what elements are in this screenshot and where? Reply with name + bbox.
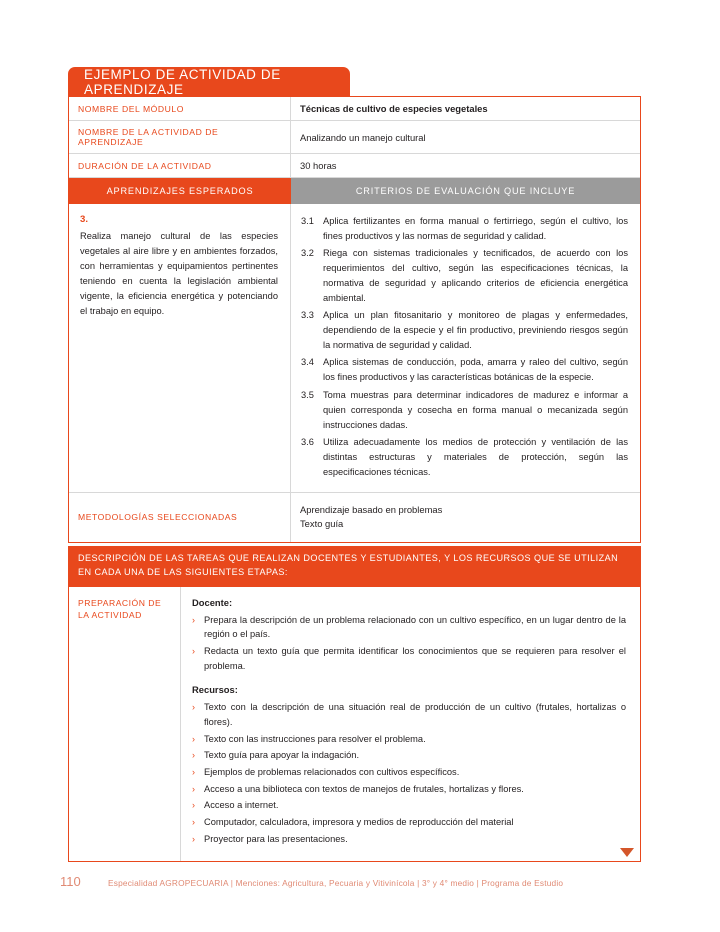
chevron-right-icon: › [192, 817, 195, 828]
learning-outcome-number: 3. [80, 214, 89, 225]
footer-text: Especialidad AGROPECUARIA | Menciones: Agricultura, Pecuaria y Vitivinícola | 3° y 4° medio | Programa de Estudio [108, 878, 564, 888]
criterion-item [301, 308, 628, 353]
criterion-number: 3.4 [301, 357, 314, 368]
criterion-number: 3.1 [301, 216, 314, 226]
duration-value: 30 horas [300, 160, 337, 171]
header-aprendizajes-esperados: APRENDIZAJES ESPERADOS [69, 178, 291, 204]
criterion-text: Aplica fertilizantes en forma manual o fertirriego, según el cultivo, los fines productivos y las normas de seguridad y calidad. [323, 216, 628, 242]
list-item [192, 765, 626, 780]
chevron-right-icon: › [192, 702, 195, 713]
criterion-item [301, 214, 628, 244]
header-criterios-evaluacion: CRITERIOS DE EVALUACIÓN QUE INCLUYE [291, 178, 640, 204]
criterion-item [301, 246, 628, 306]
list-item-text: Prepara la descripción de un problema relacionado con un cultivo específico, en un lugar dentro de la región o el país. [204, 614, 626, 640]
page-title-text: EJEMPLO DE ACTIVIDAD DE APRENDIZAJE [84, 66, 281, 97]
criterion-text: Aplica sistemas de conducción, poda, amarra y raleo del cultivo, según los fines productivos y las características botánicas de la especie. [323, 357, 628, 383]
table-row [69, 154, 640, 178]
chevron-right-icon: › [192, 783, 195, 794]
list-item [192, 732, 626, 747]
list-item [192, 700, 626, 729]
criterion-number: 3.2 [301, 248, 314, 259]
duration-label: DURACIÓN DE LA ACTIVIDAD [69, 154, 291, 177]
chevron-right-icon: › [192, 733, 195, 744]
footer-page-number: 110 [60, 874, 81, 889]
learning-outcome-cell [69, 204, 291, 492]
methodology-row [69, 493, 640, 542]
list-item-text: Texto con la descripción de una situación real de producción de un cultivo (frutales, hortalizas o flores). [204, 702, 626, 728]
list-item-text: Computador, calculadora, impresora y medios de reproducción del material [204, 817, 514, 828]
criterion-text: Aplica un plan fitosanitario y monitoreo de plagas y enfermedades, dependiendo de la especie y el fin productivo, previniendo riesgos según la normativa de seguridad y calidad. [323, 310, 628, 351]
criterion-item [301, 355, 628, 385]
docente-heading: Docente: [192, 596, 233, 608]
table-row [69, 121, 640, 154]
list-item [192, 798, 626, 813]
methodology-line-2: Texto guía [300, 518, 344, 530]
preparation-section [68, 587, 641, 862]
chevron-right-icon: › [192, 767, 195, 778]
outcome-criteria-row [69, 204, 640, 493]
chevron-right-icon: › [192, 833, 195, 844]
preparation-label: PREPARACIÓN DE LA ACTIVIDAD [69, 587, 181, 861]
list-item-text: Texto guía para apoyar la indagación. [204, 750, 360, 761]
table-row [69, 97, 640, 121]
list-item-text: Acceso a internet. [204, 800, 279, 811]
learning-outcome-text: Realiza manejo cultural de las especies vegetales al aire libre y en ambientes forzados, con herramientas y equipamientos pertinentes teniendo en cuenta la legislación ambiental vigente, la eficiencia energética y potenciando el trabajo en equipo. [80, 231, 278, 317]
list-item [192, 815, 626, 830]
criterion-item [301, 388, 628, 433]
list-item [192, 644, 626, 673]
page-footer [60, 874, 680, 889]
description-banner [68, 546, 641, 587]
chevron-right-icon: › [192, 750, 195, 761]
criterion-text: Utiliza adecuadamente los medios de protección y ventilación de las distintas estructuras y materiales de protección, según las especificaciones técnicas. [323, 436, 628, 477]
list-item-text: Acceso a una biblioteca con textos de manejos de frutales, hortalizas y flores. [204, 783, 524, 794]
criterion-text: Toma muestras para determinar indicadores de madurez e informar a quien corresponda y cosecha en forma manual o mecanizada según instrucciones dadas. [323, 389, 628, 430]
list-item [192, 782, 626, 797]
list-item-text: Redacta un texto guía que permita identificar los conocimientos que se requieren para resolver el problema. [204, 645, 626, 671]
activity-table [68, 96, 641, 543]
list-item [192, 748, 626, 763]
continuation-arrow-down-icon [620, 848, 634, 857]
activity-name-label: NOMBRE DE LA ACTIVIDAD DE APRENDIZAJE [69, 121, 291, 153]
page-title-tab [68, 67, 350, 96]
list-item [192, 613, 626, 642]
criterion-number: 3.5 [301, 389, 314, 400]
module-name-value: Técnicas de cultivo de especies vegetales [300, 103, 488, 114]
column-headers-row [69, 178, 640, 204]
criteria-list [291, 204, 640, 492]
chevron-right-icon: › [192, 645, 195, 656]
chevron-right-icon: › [192, 800, 195, 811]
list-item-text: Ejemplos de problemas relacionados con cultivos específicos. [204, 767, 460, 778]
criterion-number: 3.3 [301, 310, 314, 321]
list-item-text: Texto con las instrucciones para resolver el problema. [204, 733, 426, 744]
criterion-number: 3.6 [301, 436, 314, 447]
list-item-text: Proyector para las presentaciones. [204, 833, 348, 844]
preparation-body [181, 587, 640, 861]
recursos-heading: Recursos: [192, 684, 238, 696]
methodology-line-1: Aprendizaje basado en problemas [300, 503, 443, 515]
methodology-label: METODOLOGÍAS SELECCIONADAS [69, 493, 291, 542]
module-name-label: NOMBRE DEL MÓDULO [69, 97, 291, 120]
activity-name-value: Analizando un manejo cultural [300, 131, 426, 143]
methodology-value [291, 493, 640, 542]
chevron-right-icon: › [192, 614, 195, 625]
list-item [192, 832, 626, 847]
description-banner-text: DESCRIPCIÓN DE LAS TAREAS QUE REALIZAN DOCENTES Y ESTUDIANTES, Y LOS RECURSOS QUE SE UTILIZAN EN CADA UNA DE LAS SIGUIENTES ETAPAS: [78, 552, 619, 577]
criterion-item [301, 435, 628, 480]
criterion-text: Riega con sistemas tradicionales y tecnificados, de acuerdo con los requerimientos del cultivo, según las especificaciones técnicas, la normativa de seguridad y aplicando criterios de eficiencia energética ambiental. [323, 248, 628, 304]
